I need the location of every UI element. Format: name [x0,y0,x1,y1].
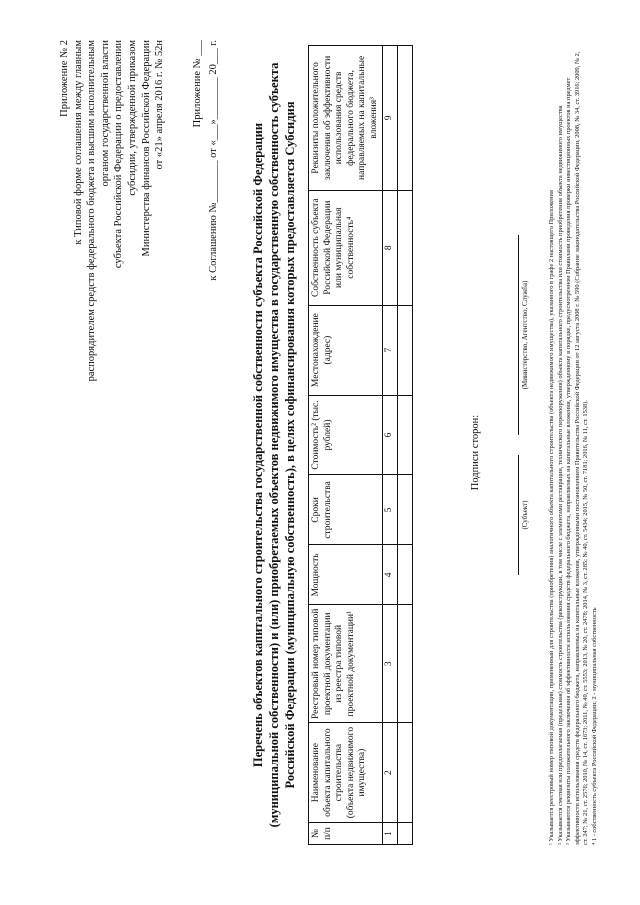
empty-cell [398,605,413,723]
empty-cell [398,723,413,823]
header-cell: Местонахождение (адрес) [309,305,383,395]
column-number: 1 [383,823,398,845]
empty-row [398,46,413,845]
column-number: 3 [383,605,398,723]
title-line: Российской Федерации (муниципальную собственность), в целях софинансирования которых предоставляется Субсидия [283,101,297,789]
column-number: 4 [383,545,398,605]
column-number: 6 [383,395,398,475]
header-line: органом государственной власти [99,40,111,187]
column-number: 9 [383,46,398,191]
header-line: Приложение № 2 [59,40,70,117]
empty-cell [398,545,413,605]
header-line: к Типовой форме соглашения между главным [72,40,84,245]
footnote: ² Указывается сметная или предполагаемая (предельная) стоимость строительства (реконструкции, в том числе с элементами реставрации, технического перевооружения) объекта капитального строительства или стоимость приобретения объекта недвижимого имущества [556,105,564,845]
signature-line-ministry [518,235,519,435]
header-cell: Сроки строительства [309,475,383,545]
document-title [250,45,298,845]
agreement-line: к Соглашению №________ от «___»________ 20___ г. [208,40,219,281]
header-cell: Собственность субъекта Российской Федерации или муниципальная собственность⁴ [309,190,383,305]
signature-caption-ministry: (Министерство, Агентство, Служба) [521,280,529,390]
empty-cell [398,475,413,545]
empty-cell [398,823,413,845]
header-line: субсидии, утвержденной приказом [126,40,138,196]
empty-cell [398,46,413,191]
column-numbers-row [383,46,398,845]
footnote: ¹ Указывается реестровый номер типовой документации, примененный для строительства (приобретения) аналогичного объекта капитального строительства (объекта недвижимого имущества), указанного в графе 2 настоящего Приложения [548,190,555,845]
signature-caption-subject: (Субъект) [521,500,529,530]
title-line: (муниципальной собственности) и (или) приобретаемых объектов недвижимого имущества в государственную собственность субъекта [267,62,281,828]
header-cell: № п/п [309,823,383,845]
signature-line-subject [518,455,519,575]
header-line: субъекта Российской Федерации о предоставлении [113,40,125,269]
empty-cell [398,190,413,305]
header-line: от «21» апреля 2016 г. № 52н [154,40,166,170]
footnote: ⁴ 1 - собственность субъекта Российской Федерации; 2 - муниципальная собственность [590,607,598,845]
header-cell: Реквизиты положительного заключения об эффективности использования средств федерального бюджета, направляемых на капитальные вложения³ [309,46,383,191]
column-number: 8 [383,190,398,305]
empty-cell [398,305,413,395]
column-number: 7 [383,305,398,395]
signatures-title: Подписи сторон: [470,414,481,491]
footnotes [548,45,600,845]
agreement-block [190,40,222,340]
objects-table [308,45,413,845]
title-line: Перечень объектов капитального строительства государственной собственности субъекта Российской Федерации [251,122,265,768]
header-cell: Реестровый номер типовой проектной документации из реестра типовой проектной документации¹ [309,605,383,723]
header-cell: Мощность [309,545,383,605]
empty-cell [398,395,413,475]
column-number: 2 [383,723,398,823]
header-cell: Наименование объекта капитального строительства (объекта недвижимого имущества) [309,723,383,823]
header-line: Министерства финансов Российской Федерации [140,40,152,257]
header-line: распорядителем средств федерального бюджета и высшим исполнительным [86,40,98,382]
footnote: ³ Указываются реквизиты положительного заключения об эффективности использования средств федерального бюджета, направляемых на капитальные вложения, утвержденному в порядке, предусмотренном Правилами проведения проверки инвестиционных проектов на предмет эффективности использования средств федерального бюджета, направляемых на капитальные вложения, утвержденными постановлением Правительства Российской Федерации от 12 августа 2008 г. № 590 (Собрание законодательства Российской Федерации, 2008, № 34, ст. 3916; 2009, № 2, ст. 247; № 21, ст. 2576; 2010, № 14, ст. 1673; 2011, № 40, ст. 5553; 2013, № 20, ст. 2478; 2014, № 3, ст. 285; № 40, ст. 5434; 2015, № 50, ст. 7181; 2016, № 11, ст. 1538). [565,51,590,845]
header-cell: Стоимость² (тыс. рублей) [309,395,383,475]
appendix-header [58,40,167,420]
appendix-label: Приложение № ___ [192,40,203,128]
column-number: 5 [383,475,398,545]
table-header-row [309,46,383,845]
